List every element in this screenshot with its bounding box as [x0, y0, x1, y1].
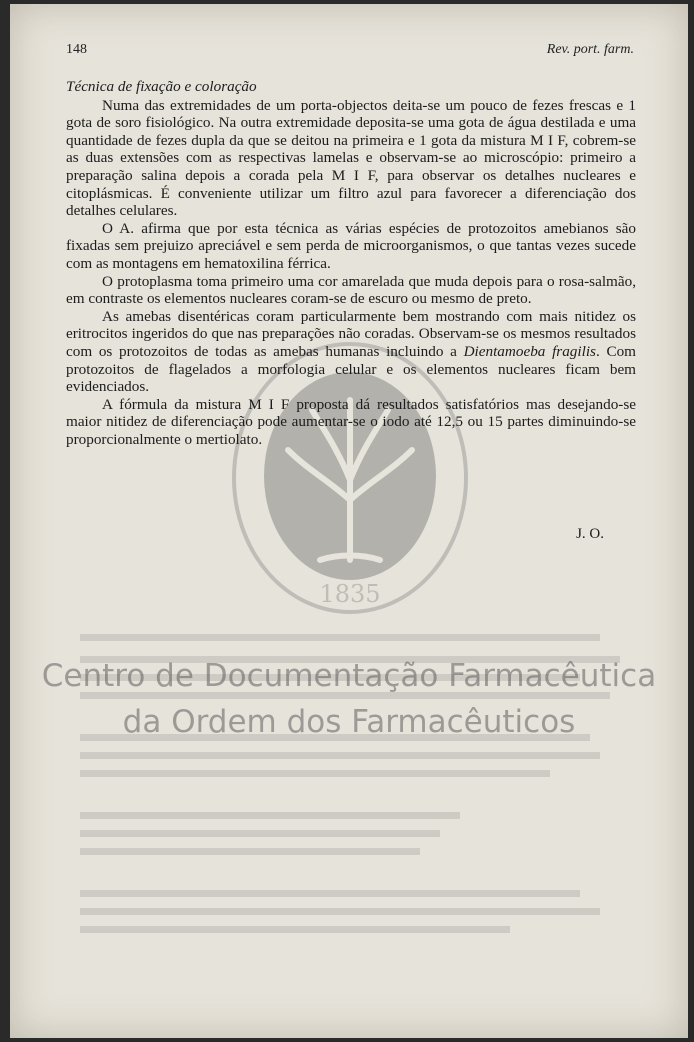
paragraph-formula: A fórmula da mistura M I F proposta dá resultados satisfatórios mas desejando-se maior nitidez de diferenciação pode aumentar-se o iodo até 12,5 ou 15 partes diminuindo-se proporcionalmente o mertiolato.: [66, 395, 636, 448]
watermark-line-2: da Ordem dos Farmacêuticos: [122, 704, 576, 740]
paragraph-amebas: [66, 308, 636, 396]
paragraph-amebas-before: As amebas disentéricas coram particularmente bem mostrando com mais nitidez os eritrocitos ingeridos do que nas preparações não coradas. Observam-se os mesmos resultados com os protozoitos de todas as amebas humanas incluindo a: [66, 307, 636, 360]
species-name: Dientamoeba fragilis: [463, 342, 596, 360]
paragraph-protoplasm: O protoplasma toma primeiro uma cor amarelada que muda depois para o rosa-salmão, em contraste os elementos nucleares coram-se de escuro ou mesmo de preto.: [66, 272, 636, 308]
svg-text:1835: 1835: [319, 580, 381, 608]
document-page: [10, 4, 688, 1038]
article-body: [66, 78, 636, 448]
author-signature: J. O.: [576, 526, 604, 542]
paragraph-amebas-after: . Com protozoitos de flagelados a morfologia celular e os elementos nucleares ficam bem evidenciados.: [66, 342, 636, 396]
page-number: 148: [66, 42, 87, 57]
section-title: Técnica de fixação e coloração: [66, 78, 257, 95]
watermark-line-1: Centro de Documentação Farmacêutica: [41, 658, 657, 694]
paragraph-technique: Numa das extremidades de um porta-objectos deita-se um pouco de fezes frescas e 1 gota de soro fisiológico. Na outra extremidade deposita-se uma gota de água destilada e uma quantidade de fezes dupla da que se deitou na primeira e 1 gota da mistura M I F, cobrem-se as duas extensões com as respectivas lamelas e observam-se ao microscópio: primeiro a preparação salina depois a corada pela M I F, para observar os detalhes nucleares e citoplásmicas. É conveniente utilizar um filtro azul para favorecer a diferenciação dos detalhes celulares.: [66, 96, 636, 220]
paragraph-author-claim: O A. afirma que por esta técnica as várias espécies de protozoitos amebianos são fixadas sem prejuizo apreciável e sem perda de microorganismos, o que tantas vezes sucede com as montagens em hematoxilina férrica.: [66, 219, 636, 272]
journal-name: Rev. port. farm.: [546, 42, 634, 57]
